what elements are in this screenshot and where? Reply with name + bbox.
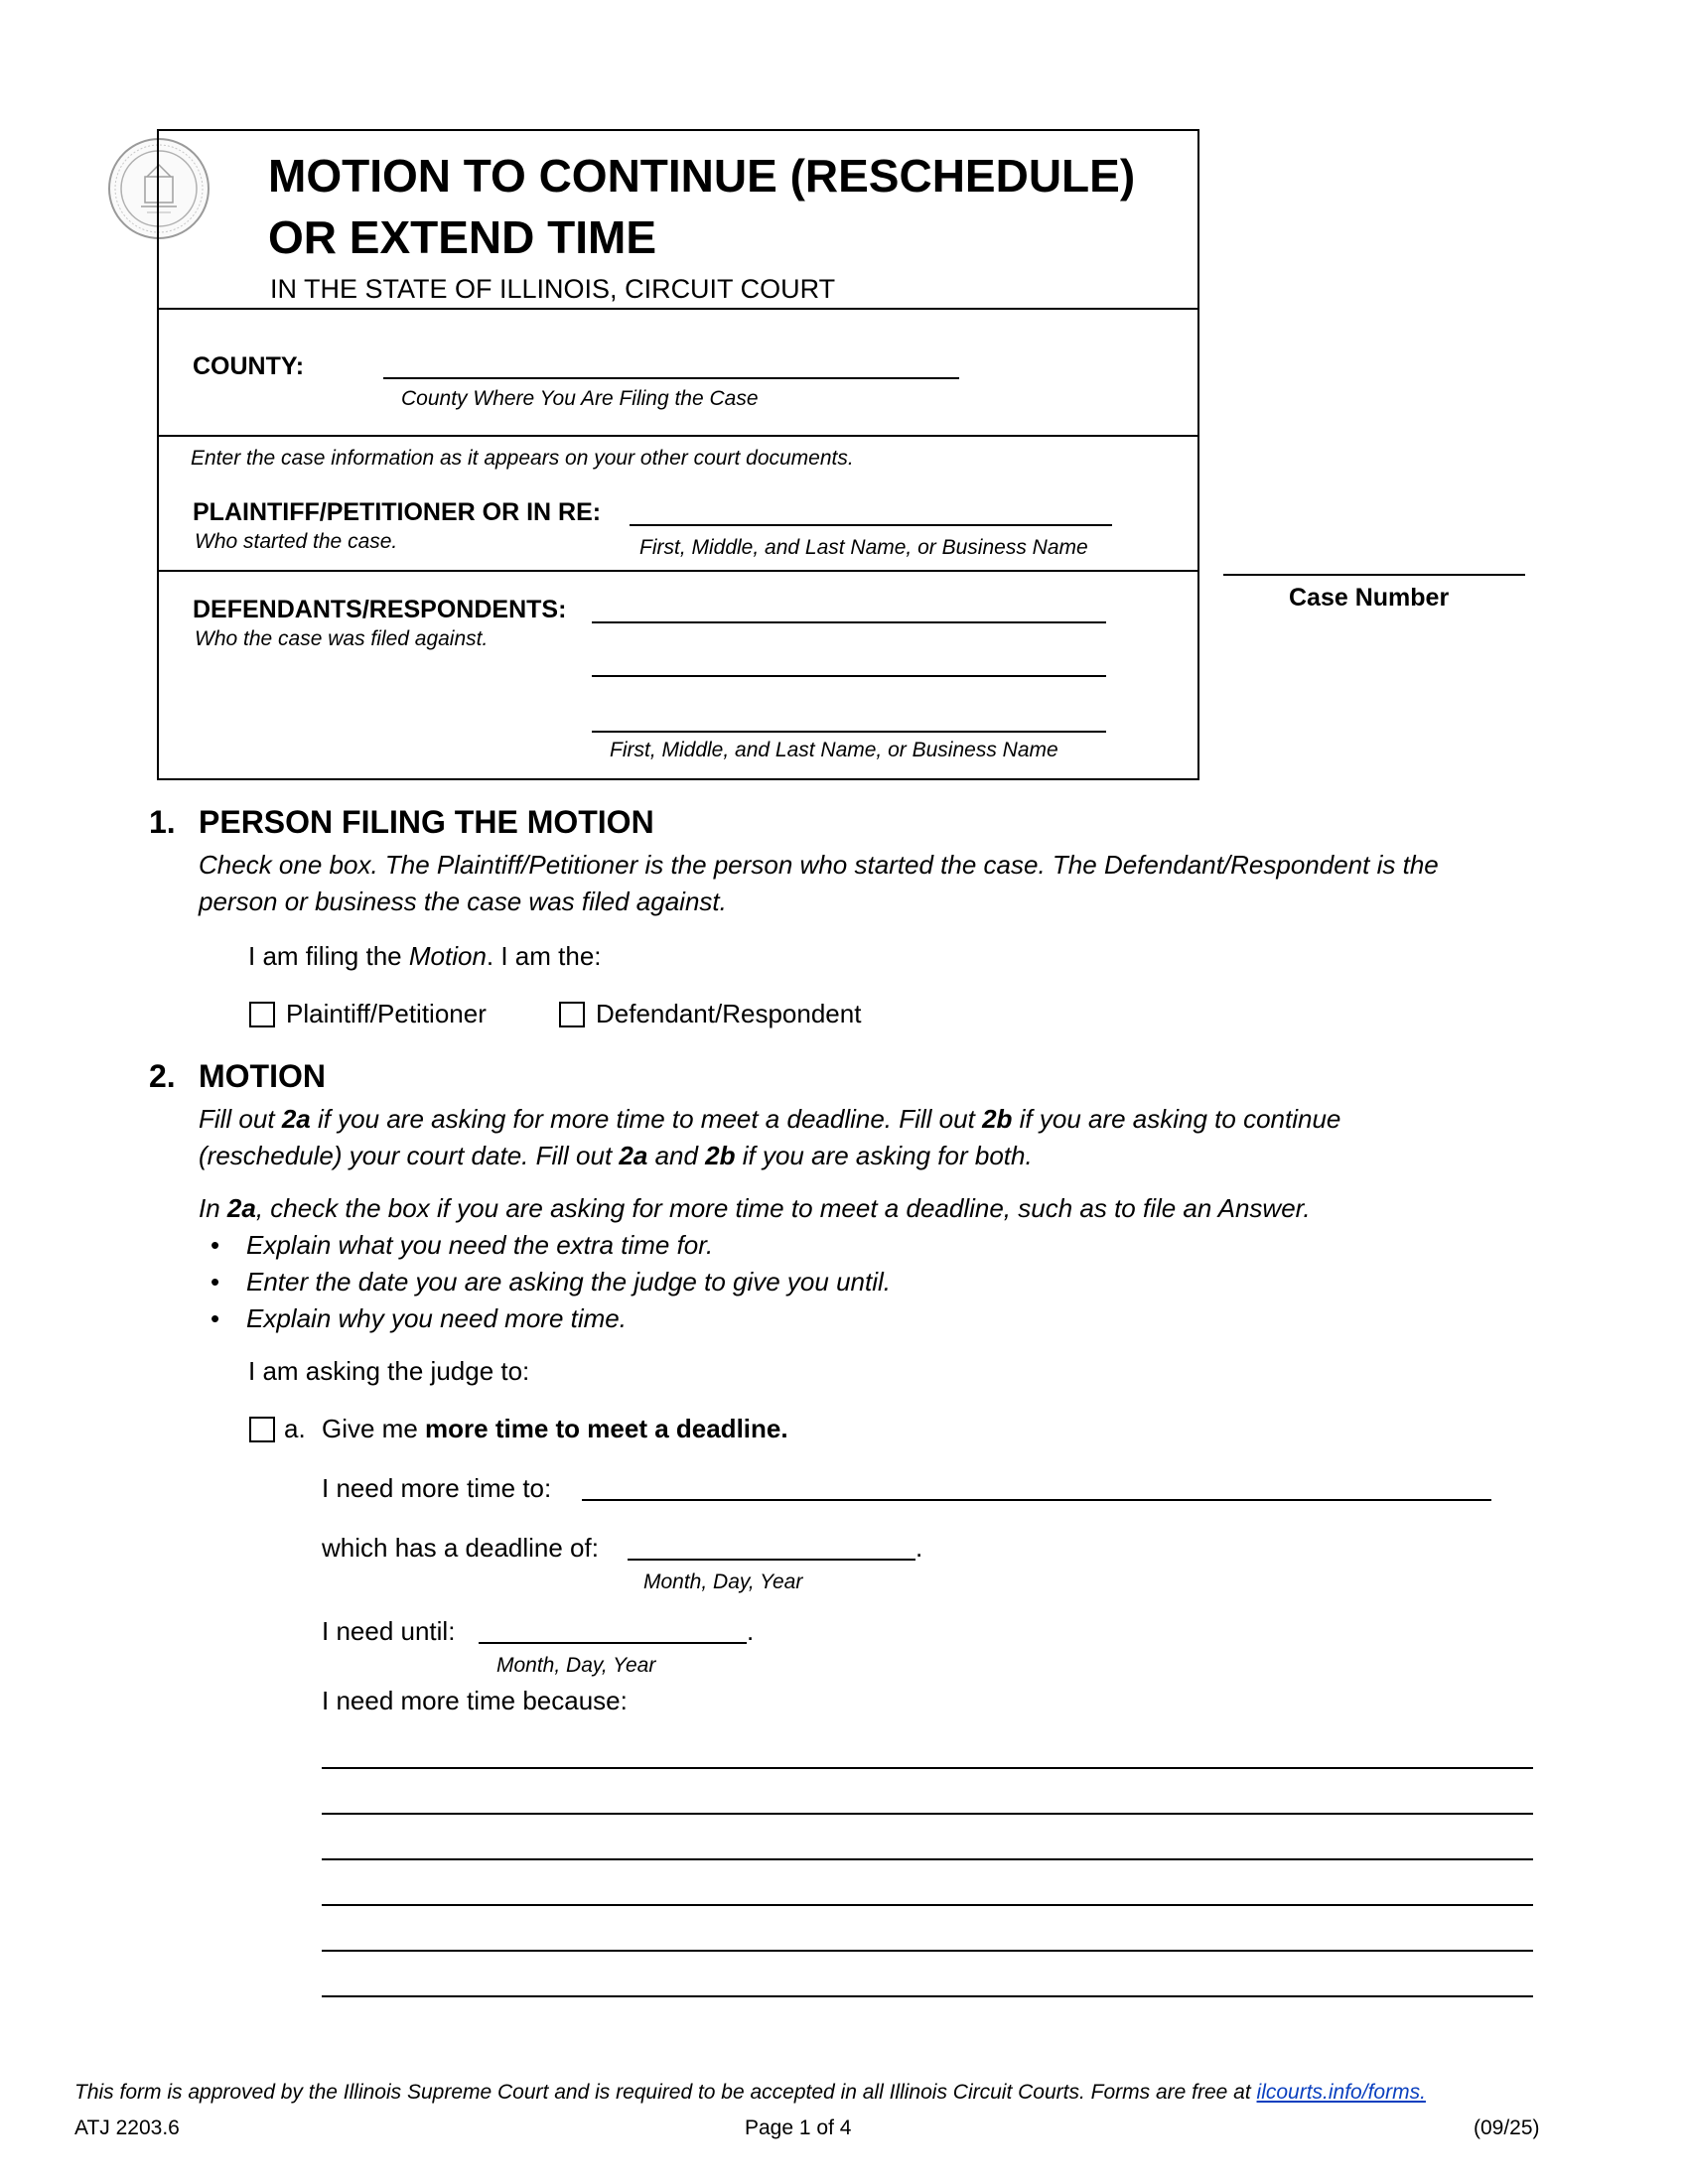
footer-revision-date: (09/25) xyxy=(1474,2116,1540,2139)
p1-e: if you are asking to continue xyxy=(1012,1104,1341,1134)
section2-instruction-line3 xyxy=(199,1193,1311,1224)
defendant-label: DEFENDANTS/RESPONDENTS: xyxy=(193,596,567,623)
defendant-name-field-2[interactable] xyxy=(592,675,1106,677)
section2-instruction-line1 xyxy=(199,1104,1340,1135)
reason-line-3[interactable] xyxy=(322,1858,1533,1860)
p1-b: 2a xyxy=(281,1104,311,1134)
need-until-label: I need until: xyxy=(322,1616,456,1646)
case-number-field[interactable] xyxy=(1223,574,1525,576)
footer-approval-text: This form is approved by the Illinois Supreme Court and is required to be accepted in all Illinois Circuit Courts. Forms are free at xyxy=(74,2081,1257,2104)
header-divider xyxy=(157,308,1197,310)
case-number-label: Case Number xyxy=(1289,584,1450,612)
section2-instruction-line2 xyxy=(199,1141,1033,1171)
footer-form-id: ATJ 2203.6 xyxy=(74,2116,180,2139)
plaintiff-hint: First, Middle, and Last Name, or Business Name xyxy=(639,536,1088,559)
asking-statement: I am asking the judge to: xyxy=(248,1356,530,1386)
bullet-dot-3: • xyxy=(211,1303,220,1333)
bullet-item-1: Explain what you need the extra time for. xyxy=(246,1230,714,1260)
plaintiff-name-field[interactable] xyxy=(630,524,1112,526)
county-divider xyxy=(157,435,1197,437)
filing-statement xyxy=(248,941,602,972)
defendant-option-label: Defendant/Respondent xyxy=(596,999,862,1028)
defendant-sublabel: Who the case was filed against. xyxy=(195,627,489,650)
p3-b: 2a xyxy=(226,1193,256,1223)
section1-heading: PERSON FILING THE MOTION xyxy=(199,804,654,840)
case-info-instruction: Enter the case information as it appears on your other court documents. xyxy=(191,447,854,470)
forms-link[interactable]: ilcourts.info/forms. xyxy=(1256,2081,1426,2104)
deadline-date-field[interactable] xyxy=(628,1559,915,1561)
footer-page-number: Page 1 of 4 xyxy=(745,2116,852,2139)
plaintiff-sublabel: Who started the case. xyxy=(195,530,398,553)
bullet-item-3: Explain why you need more time. xyxy=(246,1303,627,1333)
form-title-line2: OR EXTEND TIME xyxy=(268,211,657,263)
p1-a: Fill out xyxy=(199,1104,282,1134)
reason-line-4[interactable] xyxy=(322,1904,1533,1906)
bullet-dot-2: • xyxy=(211,1267,220,1297)
county-field[interactable] xyxy=(383,377,959,379)
deadline-label: which has a deadline of: xyxy=(322,1533,599,1563)
need-until-period: . xyxy=(747,1616,755,1646)
reason-line-5[interactable] xyxy=(322,1950,1533,1952)
p2-c: and xyxy=(647,1141,706,1170)
defendant-hint: First, Middle, and Last Name, or Business Name xyxy=(610,739,1058,761)
defendant-name-field-3[interactable] xyxy=(592,731,1106,733)
reason-line-1[interactable] xyxy=(322,1767,1533,1769)
form-title-line1: MOTION TO CONTINUE (RESCHEDULE) xyxy=(268,150,1136,202)
deadline-period: . xyxy=(915,1533,923,1563)
item-a-bold: more time to meet a deadline. xyxy=(425,1414,788,1443)
section2-heading: MOTION xyxy=(199,1058,326,1094)
section1-instruction-line1: Check one box. The Plaintiff/Petitioner is the person who started the case. The Defendant/Respondent is the xyxy=(199,850,1439,880)
item-a-text xyxy=(322,1414,788,1444)
footer-approval xyxy=(74,2081,1426,2105)
p1-c: if you are asking for more time to meet a deadline. Fill out xyxy=(310,1104,983,1134)
p3-c: , check the box if you are asking for more time to meet a deadline, such as to file an Answer. xyxy=(255,1193,1311,1223)
county-label: COUNTY: xyxy=(193,352,305,380)
reason-line-2[interactable] xyxy=(322,1813,1533,1815)
section1-number: 1. xyxy=(149,804,176,840)
plaintiff-checkbox[interactable] xyxy=(249,1002,275,1027)
defendant-checkbox[interactable] xyxy=(559,1002,585,1027)
form-subtitle: IN THE STATE OF ILLINOIS, CIRCUIT COURT xyxy=(270,274,836,304)
plaintiff-label: PLAINTIFF/PETITIONER OR IN RE: xyxy=(193,498,602,526)
section2-number: 2. xyxy=(149,1058,176,1094)
section1-instruction-line2: person or business the case was filed against. xyxy=(199,887,727,916)
p2-d: 2b xyxy=(705,1141,736,1170)
p1-d: 2b xyxy=(982,1104,1013,1134)
plaintiff-divider xyxy=(157,570,1197,572)
filing-statement-motion: Motion xyxy=(408,941,487,971)
more-time-checkbox[interactable] xyxy=(249,1417,275,1442)
p3-a: In xyxy=(199,1193,227,1223)
item-a-pre: Give me xyxy=(322,1414,426,1443)
county-hint: County Where You Are Filing the Case xyxy=(401,387,759,410)
p2-e: if you are asking for both. xyxy=(735,1141,1033,1170)
need-until-date-hint: Month, Day, Year xyxy=(496,1654,656,1677)
plaintiff-option-label: Plaintiff/Petitioner xyxy=(286,999,487,1028)
item-a-letter: a. xyxy=(284,1414,306,1443)
p2-b: 2a xyxy=(619,1141,648,1170)
need-more-time-field[interactable] xyxy=(582,1499,1491,1501)
reason-line-6[interactable] xyxy=(322,1995,1533,1997)
p2-a: (reschedule) your court date. Fill out xyxy=(199,1141,620,1170)
bullet-item-2: Enter the date you are asking the judge to give you until. xyxy=(246,1267,891,1297)
because-label: I need more time because: xyxy=(322,1686,628,1715)
deadline-date-hint: Month, Day, Year xyxy=(643,1570,803,1593)
bullet-dot-1: • xyxy=(211,1230,220,1260)
need-more-time-label: I need more time to: xyxy=(322,1473,552,1503)
defendant-name-field-1[interactable] xyxy=(592,621,1106,623)
filing-statement-post: . I am the: xyxy=(486,941,602,971)
filing-statement-pre: I am filing the xyxy=(248,941,409,971)
need-until-date-field[interactable] xyxy=(479,1642,747,1644)
